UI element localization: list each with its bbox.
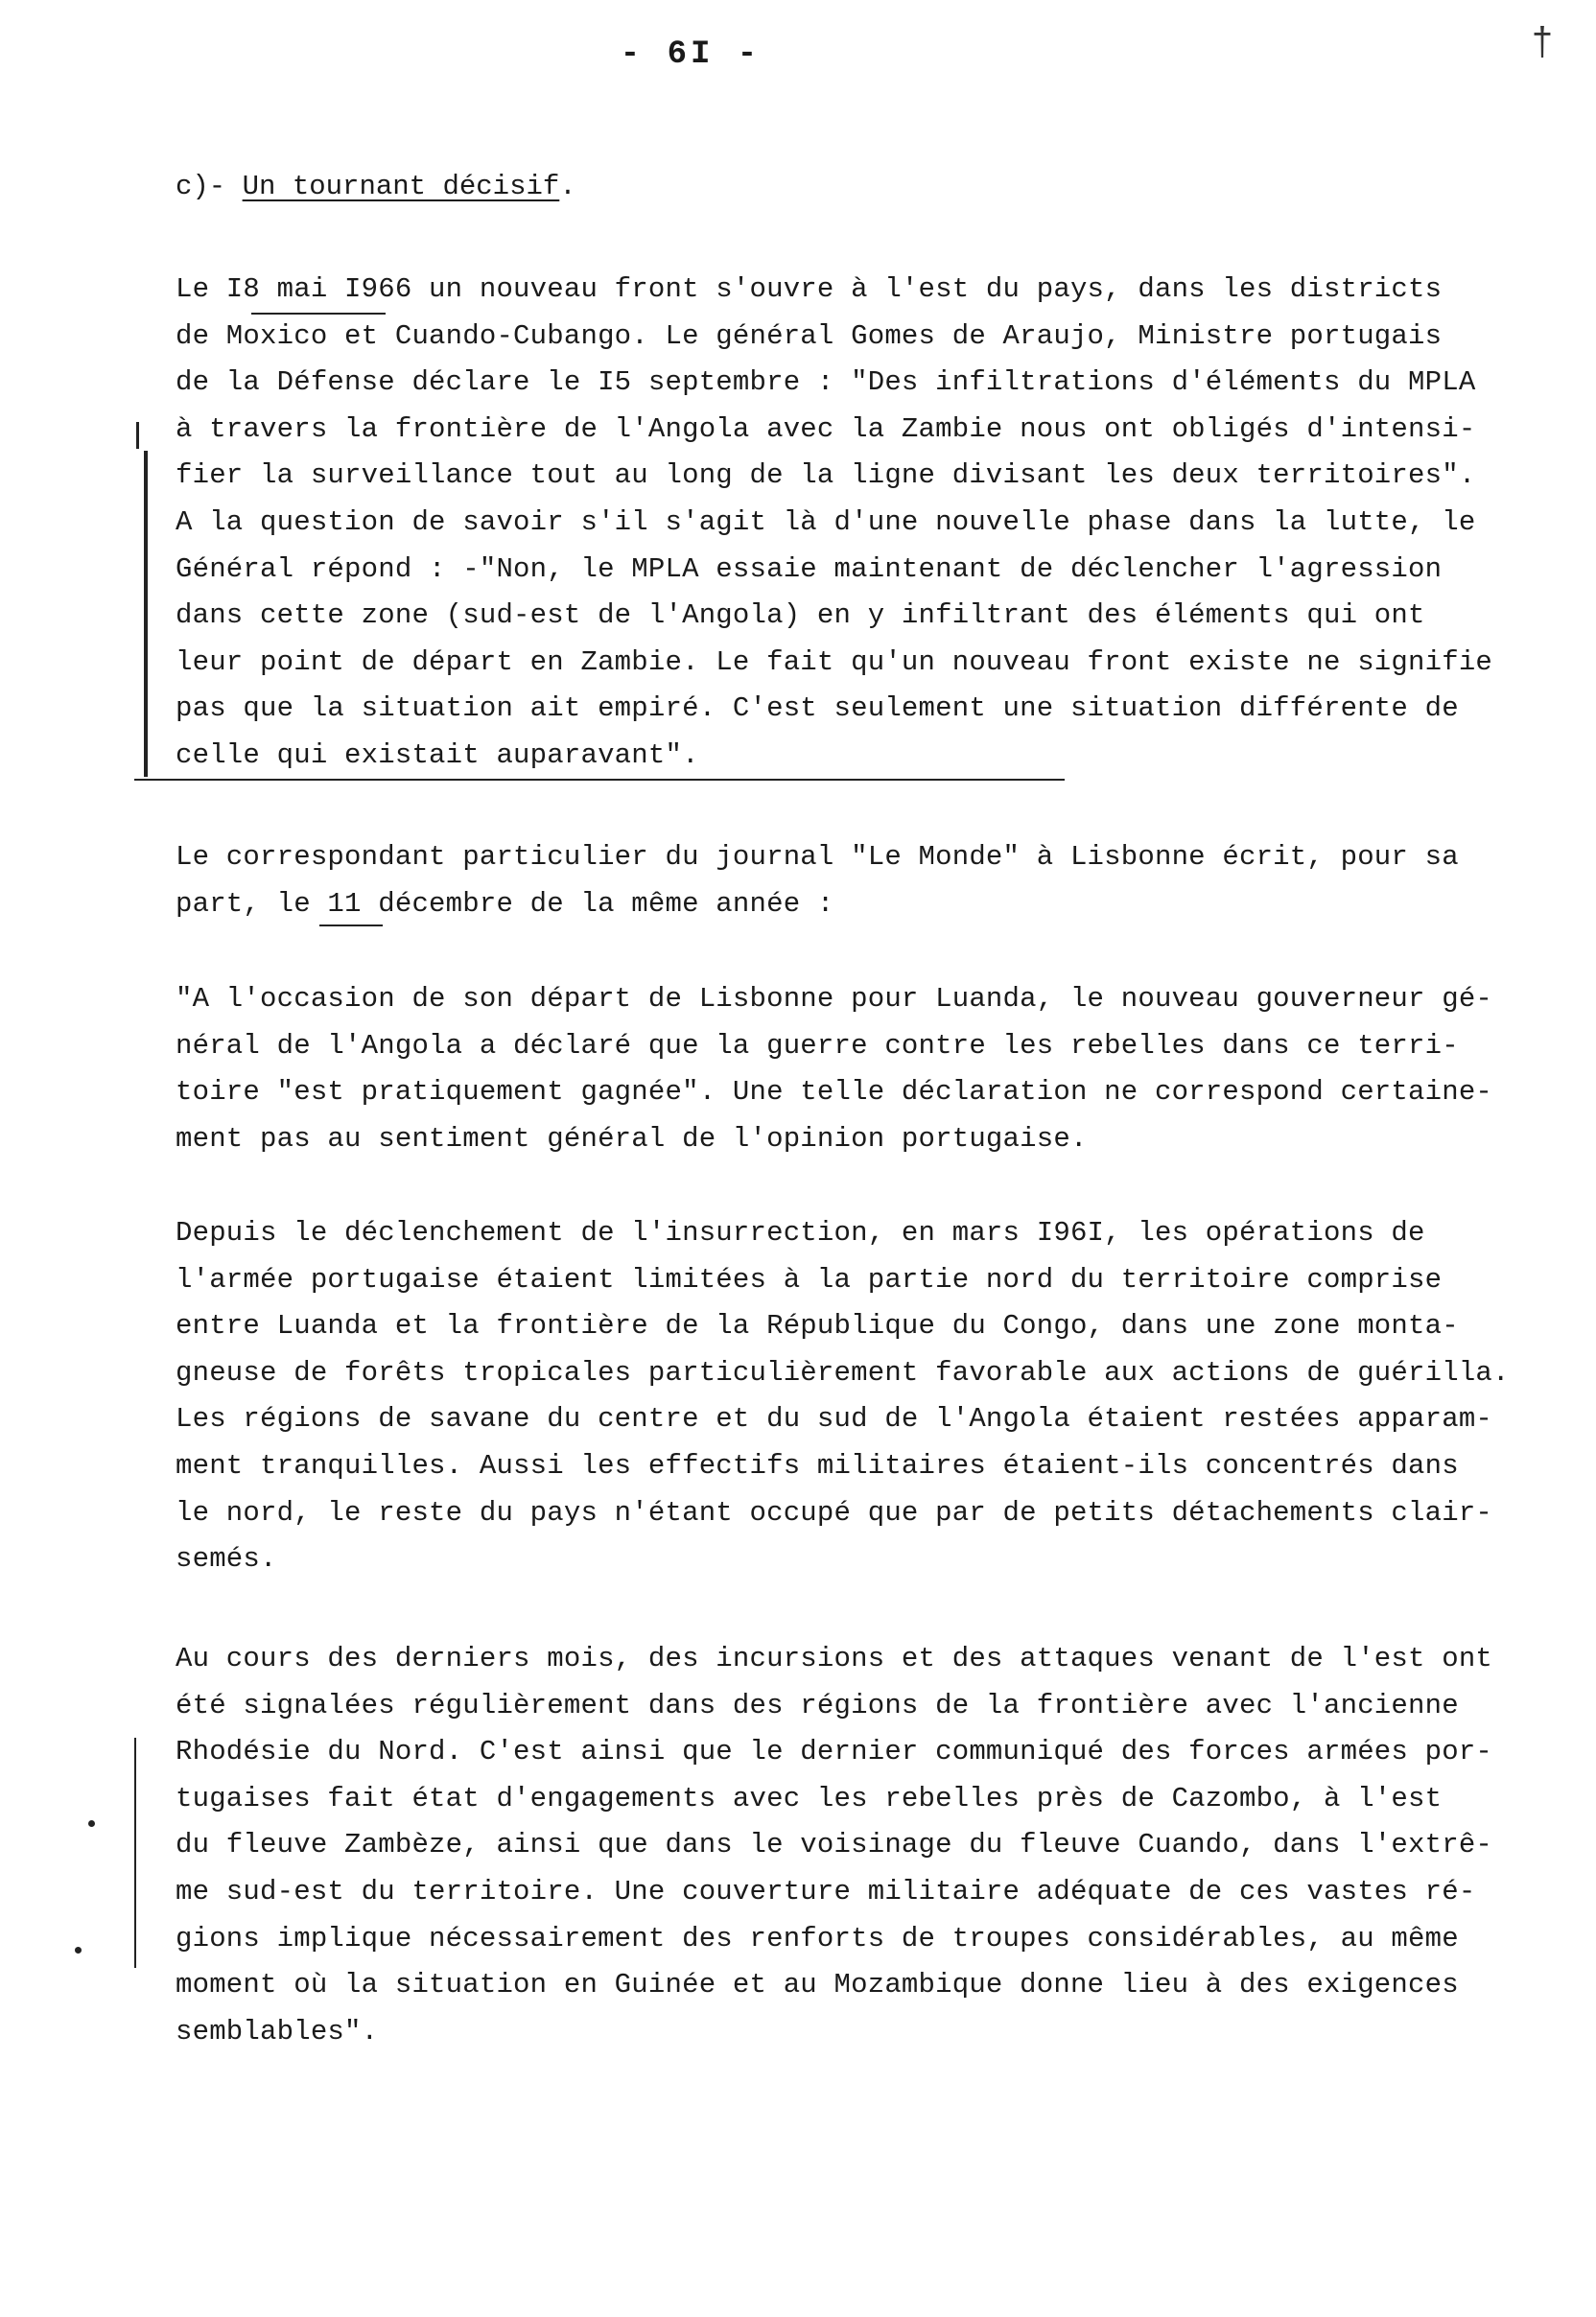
margin-dot-mark [88,1820,95,1827]
page-number: - 6I - [620,36,762,73]
margin-tick-mark [136,422,139,449]
section-heading-prefix: c)- [176,171,243,202]
section-heading-suffix: . [559,171,576,202]
paragraph-insurrection: Depuis le déclenchement de l'insurrection, en mars I96I, les opérations de l'armée portugaise étaient limitées à la partie nord du territoire comprise entre Luanda et la frontière de la République du Congo, dans une zone monta- gneuse de forêts tropicales particulièrement favorable aux actions de guérilla. Les régions de savane du centre et du sud de l'Angola étaient restées apparam- ment tranquilles. Aussi les effectifs militaires étaient-ils concentrés dans le nord, le reste du pays n'étant occupé que par de petits détachements clair- semés. [176,1217,1510,1576]
paragraph-le-monde-intro: Le correspondant particulier du journal "Le Monde" à Lisbonne écrit, pour sa part, le 11 décembre de la même année : [176,841,1459,920]
section-heading-title: Un tournant décisif [242,171,560,202]
paragraph-quote-governor: "A l'occasion de son départ de Lisbonne pour Luanda, le nouveau gouverneur gé- néral de l'Angola a déclaré que la guerre contre les rebelles dans ce terri- toire "est pratiquement gagnée". Une telle déclaration ne correspond certaine- ment pas au sentiment général de l'opinion portugaise. [176,983,1493,1155]
handwritten-underline-date [319,924,383,926]
margin-bracket-mark [144,451,148,777]
margin-dot-mark [75,1947,82,1954]
corner-mark: † [1530,23,1554,66]
section-heading [176,171,576,202]
handwritten-underline-mai [251,313,386,315]
handwritten-underline [134,779,1065,781]
paragraph-new-front: Le I8 mai I966 un nouveau front s'ouvre à l'est du pays, dans les districts de Moxico et Cuando-Cubango. Le général Gomes de Araujo, Ministre portugais de la Défense déclare le I5 septembre : "Des infiltrations d'éléments du MPLA à travers la frontière de l'Angola avec la Zambie nous ont obligés d'intensi- fier la surveillance tout au long de la ligne divisant les deux territoires". A la question de savoir s'il s'agit là d'une nouvelle phase dans la lutte, le Général répond : -"Non, le MPLA essaie maintenant de déclencher l'agression dans cette zone (sud-est de l'Angola) en y infiltrant des éléments qui ont leur point de départ en Zambie. Le fait qu'un nouveau front existe ne signifie pas que la situation ait empiré. C'est seulement une situation différente de celle qui existait auparavant". [176,273,1493,771]
margin-line-mark [134,1738,136,1968]
paragraph-incursions: Au cours des derniers mois, des incursions et des attaques venant de l'est ont été signalées régulièrement dans des régions de la frontière avec l'ancienne Rhodésie du Nord. C'est ainsi que le dernier communiqué des forces armées por- tugaises fait état d'engagements avec les rebelles près de Cazombo, à l'est du fleuve Zambèze, ainsi que dans le voisinage du fleuve Cuando, dans l'extrê- me sud-est du territoire. Une couverture militaire adéquate de ces vastes ré- gions implique nécessairement des renforts de troupes considérables, au même moment où la situation en Guinée et au Mozambique donne lieu à des exigences semblables". [176,1643,1493,2048]
